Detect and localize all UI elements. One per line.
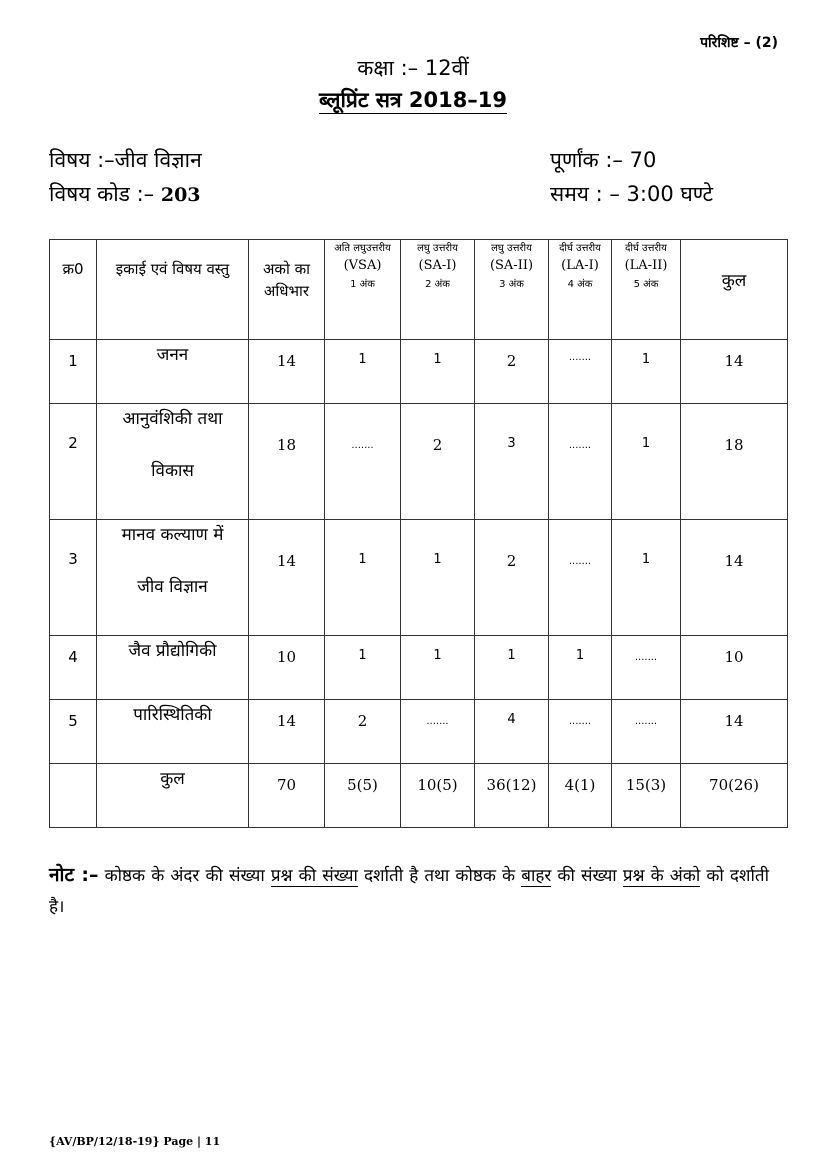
header-sa2 bbox=[475, 240, 549, 340]
header-vsa-code: (VSA) bbox=[343, 258, 382, 273]
row-la1: ....... bbox=[549, 700, 612, 764]
row-weight: 14 bbox=[249, 340, 325, 404]
row-sa2: 2 bbox=[475, 520, 549, 636]
row-la2: 1 bbox=[612, 340, 681, 404]
row-weight: 14 bbox=[249, 700, 325, 764]
note-underline-1: प्रश्न की संख्या bbox=[270, 866, 358, 886]
header-sa1 bbox=[401, 240, 475, 340]
row-vsa: ....... bbox=[325, 404, 401, 520]
header-sa2-code: (SA-II) bbox=[489, 258, 534, 273]
row-sno: 1 bbox=[50, 340, 97, 404]
row-sa1: 1 bbox=[401, 636, 475, 700]
total-row-weight: 70 bbox=[249, 764, 325, 828]
row-total: 10 bbox=[681, 636, 788, 700]
row-unit-line1: पारिस्थितिकी bbox=[133, 705, 212, 725]
max-marks: पूर्णांक :– 70 bbox=[550, 148, 657, 172]
row-sa1: 1 bbox=[401, 340, 475, 404]
note-text-1: कोष्ठक के अंदर की संख्या bbox=[98, 866, 271, 886]
table-row bbox=[50, 404, 788, 520]
total-row-la1: 4(1) bbox=[549, 764, 612, 828]
header-vsa-type: अति लघुउत्तरीय bbox=[334, 243, 391, 254]
row-sa2: 3 bbox=[475, 404, 549, 520]
note-underline-3: प्रश्न के अंको bbox=[622, 866, 701, 886]
header-la2-type: दीर्घ उत्तरीय bbox=[625, 243, 667, 254]
row-la1: 1 bbox=[549, 636, 612, 700]
blueprint-table bbox=[49, 239, 788, 828]
header-la2-marks: 5 अंक bbox=[633, 279, 659, 290]
row-total: 14 bbox=[681, 700, 788, 764]
row-unit-line1: आनुवंशिकी तथा bbox=[122, 409, 223, 429]
row-unit-line1: जनन bbox=[156, 345, 189, 365]
row-sno: 5 bbox=[50, 700, 97, 764]
header-sa1-code: (SA-I) bbox=[418, 258, 457, 273]
row-unit bbox=[97, 340, 249, 404]
total-row-la2: 15(3) bbox=[612, 764, 681, 828]
header-sa1-type: लघु उत्तरीय bbox=[417, 243, 458, 254]
class-title: कक्षा :– 12वीं bbox=[357, 56, 469, 80]
row-unit-line1: जैव प्रौद्योगिकी bbox=[128, 641, 217, 661]
header-sa1-marks: 2 अंक bbox=[425, 279, 450, 290]
row-vsa: 2 bbox=[325, 700, 401, 764]
row-la1: ....... bbox=[549, 340, 612, 404]
table-row bbox=[50, 340, 788, 404]
total-row-total: 70(26) bbox=[681, 764, 788, 828]
row-sa2: 4 bbox=[475, 700, 549, 764]
row-vsa: 1 bbox=[325, 520, 401, 636]
header-la1-code: (LA-I) bbox=[561, 258, 599, 273]
total-row-sa2: 36(12) bbox=[475, 764, 549, 828]
row-weight: 10 bbox=[249, 636, 325, 700]
row-unit-line2: जीव विज्ञान bbox=[137, 577, 208, 597]
blueprint-title-text: ब्लूप्रिंट सत्र 2018–19 bbox=[318, 88, 508, 112]
row-total: 14 bbox=[681, 340, 788, 404]
total-row bbox=[50, 764, 788, 828]
row-sa2: 1 bbox=[475, 636, 549, 700]
row-la2: 1 bbox=[612, 520, 681, 636]
note bbox=[49, 860, 769, 923]
row-sno: 3 bbox=[50, 520, 97, 636]
row-la1: ....... bbox=[549, 404, 612, 520]
note-text-3: की संख्या bbox=[551, 866, 623, 886]
header-la2-code: (LA-II) bbox=[624, 258, 668, 273]
table-row bbox=[50, 636, 788, 700]
subject-code-value: 203 bbox=[160, 184, 201, 206]
note-label: नोट :– bbox=[49, 864, 99, 886]
row-unit bbox=[97, 404, 249, 520]
total-row-label: कुल bbox=[97, 764, 249, 828]
header-vsa bbox=[325, 240, 401, 340]
row-total: 14 bbox=[681, 520, 788, 636]
total-row-sno bbox=[50, 764, 97, 828]
row-sa1: ....... bbox=[401, 700, 475, 764]
exam-time: समय : – 3:00 घण्टे bbox=[550, 182, 714, 206]
note-text-4: को दर्शाती है। bbox=[49, 866, 769, 917]
blueprint-title bbox=[0, 86, 826, 114]
row-sa2: 2 bbox=[475, 340, 549, 404]
row-unit-line2: विकास bbox=[151, 461, 194, 481]
note-underline-2: बाहर bbox=[521, 866, 552, 886]
header-sno: क्र0 bbox=[50, 240, 97, 340]
row-sno: 4 bbox=[50, 636, 97, 700]
row-total: 18 bbox=[681, 404, 788, 520]
header-vsa-marks: 1 अंक bbox=[350, 279, 375, 290]
row-la1: ....... bbox=[549, 520, 612, 636]
row-vsa: 1 bbox=[325, 340, 401, 404]
page-footer: {AV/BP/12/18-19} Page | 11 bbox=[49, 1135, 221, 1148]
header-la1-type: दीर्घ उत्तरीय bbox=[559, 243, 601, 254]
table-row bbox=[50, 700, 788, 764]
table-row bbox=[50, 520, 788, 636]
row-la2: ....... bbox=[612, 636, 681, 700]
row-unit bbox=[97, 520, 249, 636]
row-sa1: 1 bbox=[401, 520, 475, 636]
header-row bbox=[50, 240, 788, 340]
row-sno: 2 bbox=[50, 404, 97, 520]
appendix-label: परिशिष्ट – (2) bbox=[700, 35, 778, 51]
row-vsa: 1 bbox=[325, 636, 401, 700]
row-sa1: 2 bbox=[401, 404, 475, 520]
row-unit bbox=[97, 636, 249, 700]
header-la2 bbox=[612, 240, 681, 340]
row-weight: 18 bbox=[249, 404, 325, 520]
note-text-2: दर्शाती है तथा कोष्ठक के bbox=[357, 866, 522, 886]
subject-code bbox=[49, 180, 201, 208]
row-weight: 14 bbox=[249, 520, 325, 636]
subject: विषय :–जीव विज्ञान bbox=[49, 148, 202, 172]
row-la2: ....... bbox=[612, 700, 681, 764]
total-row-sa1: 10(5) bbox=[401, 764, 475, 828]
header-sa2-marks: 3 अंक bbox=[499, 279, 524, 290]
header-sa2-type: लघु उत्तरीय bbox=[491, 243, 532, 254]
header-weight: अको का अधिभार bbox=[249, 240, 325, 340]
header-la1-marks: 4 अंक bbox=[567, 279, 593, 290]
row-unit bbox=[97, 700, 249, 764]
total-row-vsa: 5(5) bbox=[325, 764, 401, 828]
row-la2: 1 bbox=[612, 404, 681, 520]
header-la1 bbox=[549, 240, 612, 340]
header-unit: इकाई एवं विषय वस्तु bbox=[97, 240, 249, 340]
subject-code-label: विषय कोड :– bbox=[49, 182, 161, 206]
header-total: कुल bbox=[681, 240, 788, 340]
row-unit-line1: मानव कल्याण में bbox=[121, 525, 224, 545]
